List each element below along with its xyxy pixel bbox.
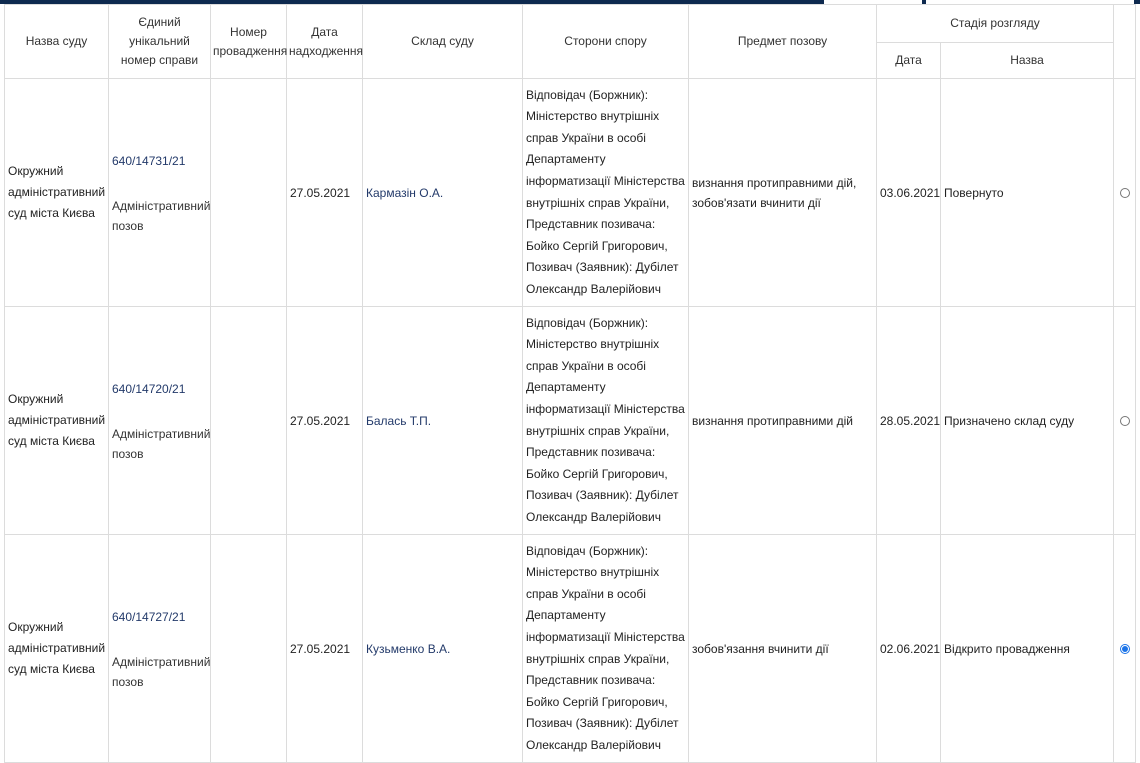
- table-row[interactable]: [5, 535, 1136, 763]
- parties: Відповідач (Боржник): Міністерство внутрішніх справ України в особі Департаменту інформатизації Міністерства внутрішніх справ України, Представник позивача: Бойко Сергій Григорович, Позивач (Заявник): Дубілет Олександр Валерійович: [523, 535, 689, 763]
- header-proceeding-number: Номер провадження: [211, 5, 287, 79]
- receipt-date: 27.05.2021: [287, 79, 363, 307]
- select-radio-checked[interactable]: [1120, 644, 1130, 654]
- stage-date: 28.05.2021: [877, 307, 941, 535]
- header-parties: Сторони спору: [523, 5, 689, 79]
- subject: зобов'язання вчинити дії: [689, 535, 877, 763]
- select-cell: [1114, 535, 1136, 763]
- case-number-cell: [109, 535, 211, 763]
- case-number-link[interactable]: 640/14731/21: [112, 153, 186, 168]
- proceeding-number: [211, 307, 287, 535]
- stage-date: 03.06.2021: [877, 79, 941, 307]
- case-number-link[interactable]: 640/14720/21: [112, 381, 186, 396]
- select-radio[interactable]: [1120, 416, 1130, 426]
- stage-date: 02.06.2021: [877, 535, 941, 763]
- header-case-number: Єдиний унікальний номер справи: [109, 5, 211, 79]
- court-cases-table: [4, 4, 1136, 763]
- header-receipt-date: Дата надходження: [287, 5, 363, 79]
- results-table-container: [4, 4, 1136, 763]
- proceeding-number: [211, 79, 287, 307]
- header-stage-name: Назва: [941, 43, 1114, 79]
- header-subject: Предмет позову: [689, 5, 877, 79]
- judges: Кузьменко В.А.: [363, 535, 523, 763]
- subject: визнання протиправними дій: [689, 307, 877, 535]
- parties: Відповідач (Боржник): Міністерство внутрішніх справ України в особі Департаменту інформатизації Міністерства внутрішніх справ України, Представник позивача: Бойко Сергій Григорович, Позивач (Заявник): Дубілет Олександр Валерійович: [523, 79, 689, 307]
- header-stage: Стадія розгляду: [877, 5, 1114, 43]
- select-cell: [1114, 79, 1136, 307]
- receipt-date: 27.05.2021: [287, 535, 363, 763]
- proceeding-number: [211, 535, 287, 763]
- stage-name: Повернуто: [941, 79, 1114, 307]
- case-number-cell: [109, 79, 211, 307]
- table-row[interactable]: [5, 307, 1136, 535]
- court-name: Окружний адміністративний суд міста Києва: [5, 535, 109, 763]
- receipt-date: 27.05.2021: [287, 307, 363, 535]
- header-judges: Склад суду: [363, 5, 523, 79]
- court-name: Окружний адміністративний суд міста Києва: [5, 307, 109, 535]
- case-number-cell: [109, 307, 211, 535]
- case-number-link[interactable]: 640/14727/21: [112, 609, 186, 624]
- court-name: Окружний адміністративний суд міста Києва: [5, 79, 109, 307]
- subject: визнання протиправними дій, зобов'язати вчинити дії: [689, 79, 877, 307]
- select-radio[interactable]: [1120, 188, 1130, 198]
- stage-name: Призначено склад суду: [941, 307, 1114, 535]
- judges: Кармазін О.А.: [363, 79, 523, 307]
- header-stage-date: Дата: [877, 43, 941, 79]
- header-court: Назва суду: [5, 5, 109, 79]
- select-cell: [1114, 307, 1136, 535]
- header-select: [1114, 5, 1136, 79]
- case-type: Адміністративний позов: [112, 198, 211, 233]
- parties: Відповідач (Боржник): Міністерство внутрішніх справ України в особі Департаменту інформатизації Міністерства внутрішніх справ України, Представник позивача: Бойко Сергій Григорович, Позивач (Заявник): Дубілет Олександр Валерійович: [523, 307, 689, 535]
- stage-name: Відкрито провадження: [941, 535, 1114, 763]
- case-type: Адміністративний позов: [112, 426, 211, 461]
- table-row[interactable]: [5, 79, 1136, 307]
- judges: Балась Т.П.: [363, 307, 523, 535]
- case-type: Адміністративний позов: [112, 654, 211, 689]
